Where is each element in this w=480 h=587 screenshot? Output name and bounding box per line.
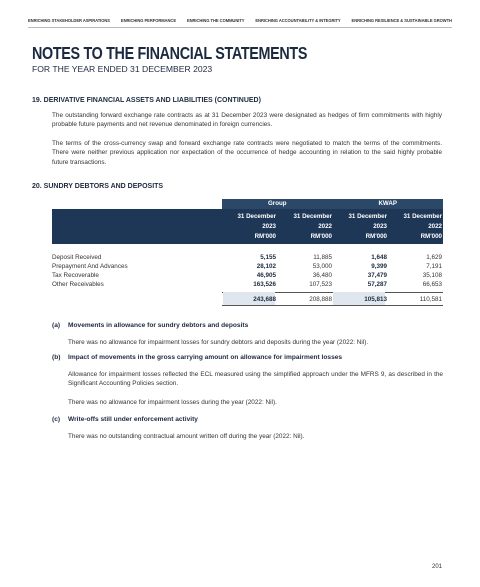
- table-group-header: [222, 199, 443, 209]
- note-20-heading: 20. SUNDRY DEBTORS AND DEPOSITS: [32, 183, 164, 190]
- column-header: 31 December 2023 RM'000: [237, 213, 276, 240]
- row-label: Deposit Received: [52, 254, 102, 261]
- table-row: [52, 281, 443, 290]
- table-column-header: [52, 209, 443, 244]
- cell-value: 46,905: [256, 272, 276, 279]
- column-header: 31 December 2023 RM'000: [348, 213, 387, 240]
- total-value: 208,888: [309, 296, 332, 303]
- cell-value: 9,399: [371, 263, 387, 270]
- column-header: 31 December 2022 RM'000: [293, 213, 332, 240]
- table-total-row: [52, 296, 443, 305]
- note-19-heading: 19. DERIVATIVE FINANCIAL ASSETS AND LIABILITIES (CONTINUED): [32, 97, 261, 104]
- note-19-paragraph-1: The outstanding forward exchange rate contracts as at 31 December 2023 were designated as hedges of firm commitments with highly probable future payments and net revenue denominated in foreign currencies.: [52, 112, 442, 129]
- nav-item-accountability: ENRICHING ACCOUNTABILITY & INTEGRITY: [255, 18, 341, 23]
- total-value: 110,581: [419, 296, 442, 303]
- group-header-group: Group: [222, 199, 333, 209]
- cell-value: 5,155: [260, 254, 276, 261]
- subnote-b-text-2: There was no allowance for impairment losses during the year (2022: Nil).: [68, 399, 277, 406]
- page-number: 201: [431, 564, 442, 570]
- nav-item-performance: ENRICHING PERFORMANCE: [120, 18, 177, 23]
- row-label: Tax Recoverable: [52, 272, 99, 279]
- subnote-index: (a): [52, 322, 61, 329]
- total-value: 243,688: [253, 296, 276, 303]
- nav-item-resilience: ENRICHING RESILIENCE & SUSTAINABLE GROWTH: [351, 18, 452, 23]
- note-19-paragraph-2: The terms of the cross-currency swap and forward exchange rate contracts were negotiated to match the terms of the commitments. There were neither previous application nor expectation of the occurrence of hedge accounting in relation to the said highly probable future transactions.: [52, 140, 442, 166]
- header-divider: [28, 27, 452, 28]
- row-label: Prepayment And Advances: [52, 263, 128, 270]
- cell-value: 37,479: [367, 272, 387, 279]
- subnote-title: Write-offs still under enforcement activity: [68, 416, 198, 423]
- table-row: [52, 272, 443, 281]
- subnote-index: (c): [52, 416, 61, 423]
- cell-value: 35,108: [422, 272, 442, 279]
- cell-value: 57,287: [367, 281, 387, 288]
- subnote-title: Impact of movements in the gross carrying amount on allowance for impairment losses: [68, 354, 343, 361]
- subnote-b-text-1: Allowance for impairment losses reflected the ECL measured using the simplified approach under the MFRS 9, as described in the Significant Accounting Policies section.: [68, 371, 443, 388]
- nav-item-community: ENRICHING THE COMMUNITY: [186, 18, 245, 23]
- subnote-c-text: There was no outstanding contractual amount written off during the year (2022: Nil).: [68, 433, 305, 440]
- nav-item-stakeholder-aspirations: ENRICHING STAKEHOLDER ASPIRATIONS: [28, 18, 110, 23]
- page-title: NOTES TO THE FINANCIAL STATEMENTS: [32, 43, 308, 63]
- cell-value: 1,648: [371, 254, 387, 261]
- top-navigation: [28, 18, 452, 23]
- cell-value: 107,523: [309, 281, 332, 288]
- group-header-kwap: KWAP: [333, 199, 444, 209]
- cell-value: 7,191: [426, 263, 442, 270]
- table-row: [52, 254, 443, 263]
- row-label: Other Receivables: [52, 281, 104, 288]
- total-bottom-rule: [222, 305, 443, 306]
- cell-value: 36,480: [312, 272, 332, 279]
- cell-value: 11,885: [313, 254, 332, 261]
- column-header: 31 December 2022 RM'000: [403, 213, 442, 240]
- total-value: 105,813: [364, 296, 387, 303]
- cell-value: 66,653: [422, 281, 442, 288]
- cell-value: 28,102: [256, 263, 276, 270]
- subnote-a-text: There was no allowance for impairment losses for sundry debtors and deposits during the year (2022: Nil).: [68, 339, 369, 346]
- table-row: [52, 263, 443, 272]
- cell-value: 163,526: [253, 281, 276, 288]
- subnote-title: Movements in allowance for sundry debtors and deposits: [68, 322, 249, 329]
- page-subtitle: FOR THE YEAR ENDED 31 DECEMBER 2023: [32, 64, 213, 74]
- cell-value: 53,000: [312, 263, 332, 270]
- subnote-index: (b): [52, 354, 61, 361]
- cell-value: 1,629: [426, 254, 442, 261]
